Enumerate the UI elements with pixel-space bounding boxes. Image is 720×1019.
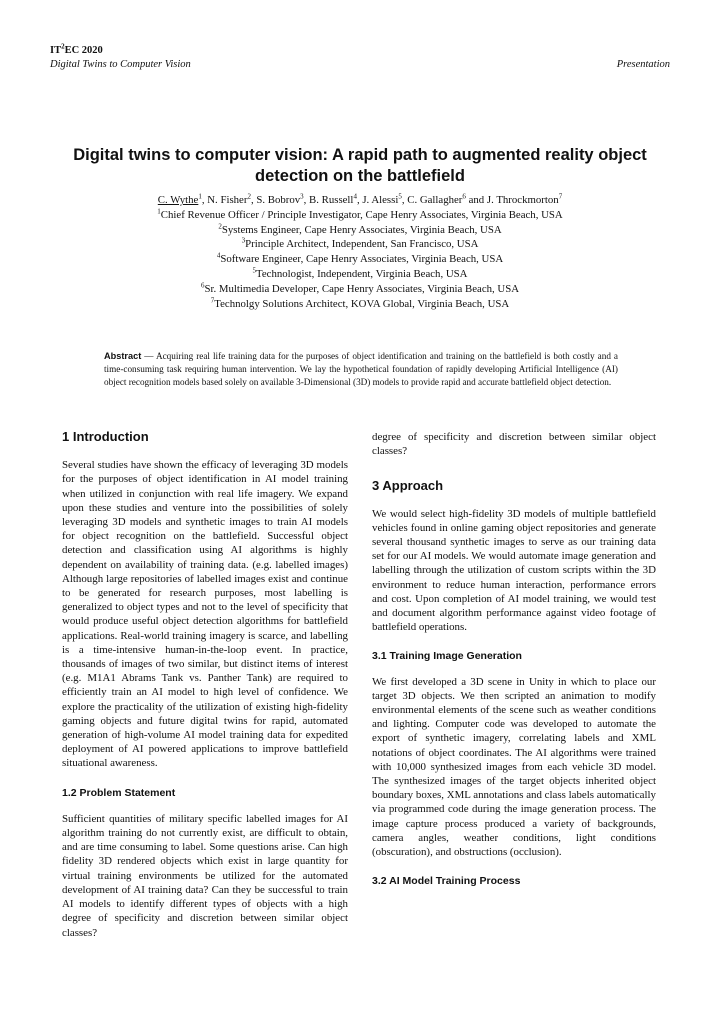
- affiliation-6: $^6$Sr. Multimedia Developer, Cape Henry Associates, Virginia Beach, USA: [200, 281, 520, 295]
- affiliation-7: $^7$Technolgy Solutions Architect, KOVA Global, Virginia Beach, USA: [210, 295, 510, 310]
- affiliation-1: $^1$Chief Revenue Officer / Principle Investigator, Cape Henry Associates, Virginia Beach, USA: [157, 207, 563, 221]
- affiliation-5: $^5$Technologist, Independent, Virginia Beach, USA: [252, 266, 468, 280]
- section-heading-training-image-generation: 3.1 Training Image Generation: [372, 650, 522, 663]
- conference-name: $IT^2EC$ 2020: [50, 42, 103, 56]
- running-title: Digital Twins to Computer Vision: [50, 59, 191, 70]
- introduction-text: Several studies have shown the efficacy of leveraging 3D models for the purposes of object identification in AI model training when utilized in conjunction with real life imagery. We expand upon these studies and venture into the possibilities of solely leveraging 3D models and synthetic images to train AI models for object recognition on the battlefield. Successful object detection and classification using AI algorithms is highly dependent on availability of training data. (e.g. labelled images) Although large repositories of labelled images exist and continue to be generated for research purposes, most labelling is generalized to object types and not to the level of specificity that would produce useful object detection algorithms for battlefield applications. Real-world training imagery is scarce, and labelling is a time-intensive human-in-the-loop event. In practice, thousands of images of two similar, but distinct items of interest (e.g. M1A1 Abrams Tank vs. Panther Tank) are required to efficiently train an AI model to high level of confidence. We explore the practicality of the utilization of existing high-fidelity gaming objects and future digital twins for rapid, automated generation of high-volume AI model training data for expedited deployment of AI powered applications to improve battlefield situational awareness.: [62, 459, 348, 770]
- left-column: [62, 429, 348, 939]
- right-column: [372, 430, 656, 888]
- affiliation-4: $^4$Software Engineer, Cape Henry Associates, Virginia Beach, USA: [216, 251, 504, 266]
- training-image-generation-text: We first developed a 3D scene in Unity in which to place our target 3D objects. We then scripted an animation to modify environmental elements of the scene such as weather conditions and lighting. Computer code was developed to automate the export of synthetic imagery, correlating labels and XML notations of object coordinates. The AI algorithms were trained with 10,000 synthesized images from each vehicle 3D model. The synthesized images of the target objects inherited object boundary boxes, XML annotations and class labels automatically via programmed code during the image generation process. The image capture process produced a variety of backgrounds, camera angles, weather conditions, light conditions (obscuration), and obstructions (occlusion).: [372, 675, 656, 859]
- section-heading-problem-statement: 1.2 Problem Statement: [62, 786, 176, 799]
- section-heading-introduction: 1 Introduction: [62, 429, 149, 444]
- abstract: [104, 350, 618, 389]
- problem-statement-text: Sufficient quantities of military specific labelled images for AI algorithm training do not currently exist, are difficult to obtain, and are time consuming to label. Some questions arise. Can high fidelity 3D rendered objects which exist in large quantity for virtual training environments be utilized for the automated development of AI training data? Can they be successful to train AI models to identify different types of objects with a high degree of specificity and discretion between similar object classes?: [62, 812, 348, 939]
- paper-title: Digital twins to computer vision: A rapid path to augmented reality object detection on the battlefield: [73, 146, 647, 185]
- document-type: Presentation: [616, 59, 670, 70]
- affiliation-3: $^3$Principle Architect, Independent, San Francisco, USA: [241, 236, 479, 251]
- section-heading-approach: 3 Approach: [372, 478, 444, 494]
- abstract-text: — Acquiring real life training data for the purposes of object identification and training on the battlefield is both costly and a time-consuming task requiring human intervention. We lay the hypothetical foundation of rapidly developing Artificial Intelligence (AI) object recognition models based solely on available 3-Dimensional (3D) models to provide rapid and accurate battlefield object detection.: [104, 351, 618, 387]
- approach-text: We would select high-fidelity 3D models of multiple battlefield vehicles found in online gaming object repositories and generate several thousand synthetic images to serve as our training data set for our AI models. We would automate image generation and labelling through the utilization of custom scripts within the 3D environment to reduce human interaction, performance errors and cost. Upon completion of AI model training, we would test and document algorithm performance against video footage of battlefield operations.: [372, 507, 656, 634]
- problem-statement-continued: degree of specificity and discretion between similar object classes?: [372, 431, 656, 458]
- author-list: C. Wythe$^1$, N. Fisher$^2$, S. Bobrov$^3$, B. Russell$^4$, J. Alessi$^5$, C. Gallagher$^6$ and J. Throckmorton$^7$: [157, 192, 563, 206]
- section-heading-ai-model-training: 3.2 AI Model Training Process: [372, 875, 521, 888]
- author-block: [40, 193, 680, 311]
- abstract-label: Abstract: [104, 351, 142, 361]
- affiliation-2: $^2$Systems Engineer, Cape Henry Associates, Virginia Beach, USA: [218, 222, 502, 236]
